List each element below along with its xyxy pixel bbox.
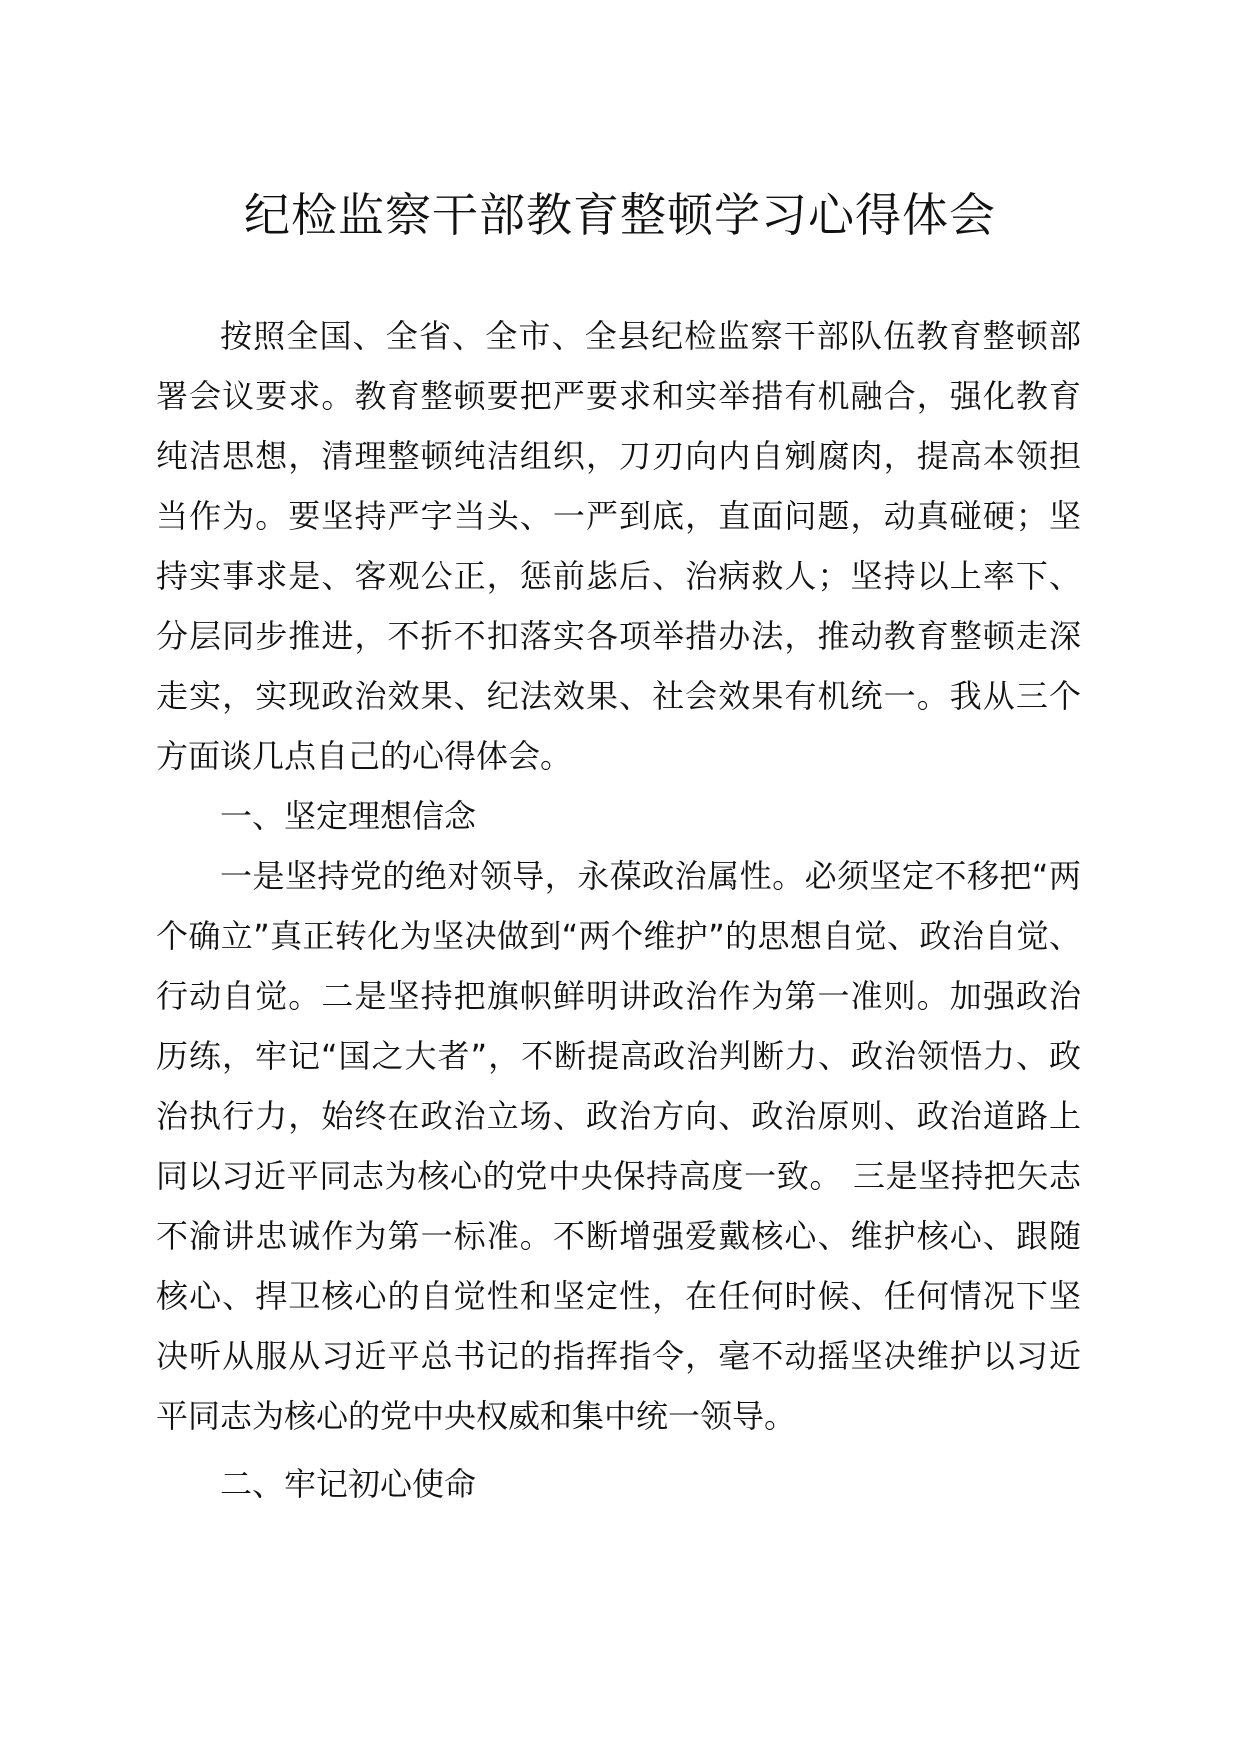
document-title: 纪检监察干部教育整顿学习心得体会 [244,188,996,242]
section-1-heading: 一、坚定理想信念 [220,797,477,835]
section-2-heading: 二、牢记初心使命 [220,1465,477,1503]
document-body [156,306,1081,1514]
intro-paragraph: 按照全国、全省、全市、全县纪检监察干部队伍教育整顿部署会议要求。教育整顿要把严要求和实举措有机融合，强化教育纯洁思想，清理整顿纯洁组织，刀刃向内自剜腐肉，提高本领担当作为。要坚持严字当头、一严到底，直面问题，动真碰硬；坚持实事求是、客观公正，惩前毖后、治病救人；坚持以上率下、分层同步推进，不折不扣落实各项举措办法，推动教育整顿走深走实，实现政治效果、纪法效果、社会效果有机统一。我从三个方面谈几点自己的心得体会。 [156,317,1081,775]
section-1-paragraph: 一是坚持党的绝对领导，永葆政治属性。必须坚定不移把“两个确立”真正转化为坚决做到“两个维护”的思想自觉、政治自觉、行动自觉。二是坚持把旗帜鲜明讲政治作为第一准则。加强政治历练，牢记“国之大者”，不断提高政治判断力、政治领悟力、政治执行力，始终在政治立场、政治方向、政治原则、政治道路上同以习近平同志为核心的党中央保持高度一致。 三是坚持把矢志不渝讲忠诚作为第一标准。不断增强爱戴核心、维护核心、跟随核心、捍卫核心的自觉性和坚定性，在任何时候、任何情况下坚决听从服从习近平总书记的指挥指令，毫不动摇坚决维护以习近平同志为核心的党中央权威和集中统一领导。 [156,857,1081,1435]
